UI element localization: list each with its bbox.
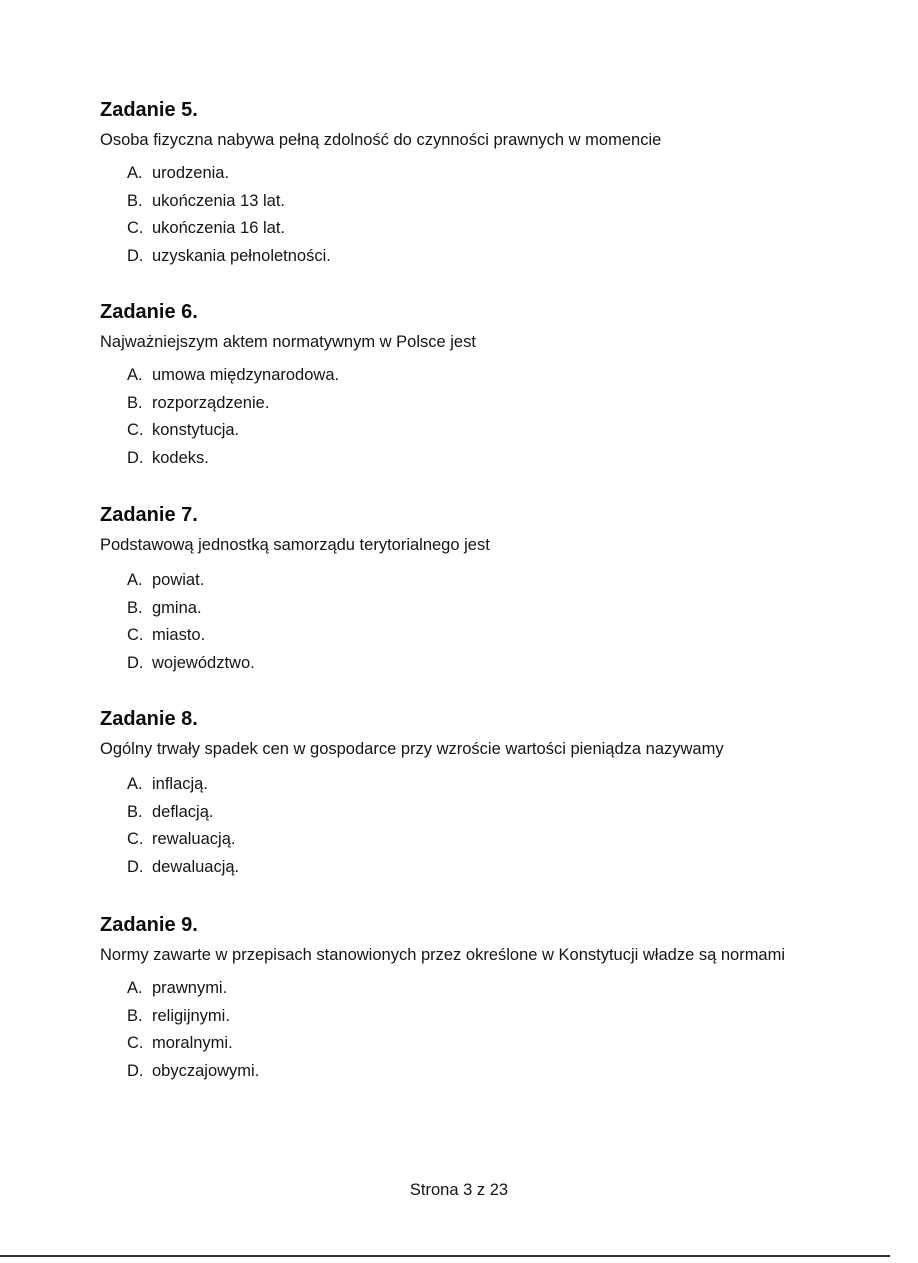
task-question: Ogólny trwały spadek cen w gospodarce przy wzroście wartości pieniądza nazywamy bbox=[100, 740, 724, 758]
option-letter: D. bbox=[127, 653, 144, 672]
task-title: Zadanie 6. bbox=[100, 301, 198, 323]
task-title: Zadanie 9. bbox=[100, 914, 198, 936]
answer-option-a bbox=[127, 975, 800, 1003]
task-question: Normy zawarte w przepisach stanowionych przez określone w Konstytucji władze są normami bbox=[100, 946, 786, 964]
task-9 bbox=[100, 913, 800, 1085]
option-text: prawnymi. bbox=[152, 979, 228, 997]
option-letter: C. bbox=[127, 1034, 144, 1052]
answer-options bbox=[100, 160, 800, 270]
answer-option-c bbox=[127, 417, 800, 445]
option-letter: D. bbox=[127, 448, 144, 467]
answer-option-d bbox=[127, 445, 800, 473]
answer-option-d bbox=[127, 243, 800, 271]
bottom-divider bbox=[0, 1255, 890, 1257]
option-letter: A. bbox=[127, 366, 143, 384]
option-letter: C. bbox=[127, 830, 144, 848]
option-letter: B. bbox=[127, 393, 143, 412]
answer-options bbox=[100, 567, 800, 677]
option-text: uzyskania pełnoletności. bbox=[152, 246, 331, 265]
task-8 bbox=[100, 707, 800, 881]
task-7 bbox=[100, 503, 800, 677]
option-text: województwo. bbox=[152, 653, 255, 672]
option-text: dewaluacją. bbox=[152, 857, 240, 876]
option-letter: A. bbox=[127, 775, 143, 793]
option-letter: D. bbox=[127, 857, 144, 876]
option-text: urodzenia. bbox=[152, 164, 230, 182]
answer-options bbox=[100, 362, 800, 472]
task-title: Zadanie 5. bbox=[100, 99, 198, 121]
answer-option-a bbox=[127, 362, 800, 390]
option-letter: C. bbox=[127, 219, 144, 237]
option-text: miasto. bbox=[152, 626, 206, 644]
option-text: deflacją. bbox=[152, 802, 214, 821]
option-letter: B. bbox=[127, 1006, 143, 1025]
option-text: rewaluacją. bbox=[152, 830, 236, 848]
answer-option-d bbox=[127, 854, 800, 882]
answer-option-c bbox=[127, 1030, 800, 1058]
option-text: umowa międzynarodowa. bbox=[152, 366, 340, 384]
answer-option-a bbox=[127, 771, 800, 799]
option-text: powiat. bbox=[152, 571, 205, 589]
task-question: Najważniejszym aktem normatywnym w Polsce jest bbox=[100, 333, 476, 351]
answer-options bbox=[100, 975, 800, 1085]
option-letter: D. bbox=[127, 1061, 144, 1080]
option-letter: B. bbox=[127, 802, 143, 821]
option-letter: C. bbox=[127, 421, 144, 439]
task-question: Podstawową jednostką samorządu terytorialnego jest bbox=[100, 536, 490, 554]
option-text: gmina. bbox=[152, 598, 202, 617]
option-text: moralnymi. bbox=[152, 1034, 233, 1052]
answer-option-d bbox=[127, 650, 800, 678]
answer-option-b bbox=[127, 799, 800, 827]
task-5 bbox=[100, 98, 800, 270]
answer-option-b bbox=[127, 595, 800, 623]
task-6 bbox=[100, 300, 800, 472]
answer-option-b bbox=[127, 1003, 800, 1031]
answer-option-d bbox=[127, 1058, 800, 1086]
answer-option-a bbox=[127, 567, 800, 595]
answer-option-c bbox=[127, 826, 800, 854]
task-question: Osoba fizyczna nabywa pełną zdolność do czynności prawnych w momencie bbox=[100, 131, 662, 149]
option-text: konstytucja. bbox=[152, 421, 240, 439]
option-letter: A. bbox=[127, 164, 143, 182]
task-title: Zadanie 8. bbox=[100, 708, 198, 730]
answer-option-b bbox=[127, 188, 800, 216]
option-text: religijnymi. bbox=[152, 1006, 230, 1025]
option-letter: A. bbox=[127, 571, 143, 589]
option-text: kodeks. bbox=[152, 448, 209, 467]
option-text: ukończenia 13 lat. bbox=[152, 191, 286, 210]
option-text: inflacją. bbox=[152, 775, 208, 793]
option-letter: C. bbox=[127, 626, 144, 644]
answer-option-c bbox=[127, 215, 800, 243]
task-title: Zadanie 7. bbox=[100, 504, 198, 526]
answer-option-b bbox=[127, 390, 800, 418]
answer-option-c bbox=[127, 622, 800, 650]
option-letter: B. bbox=[127, 598, 143, 617]
option-text: rozporządzenie. bbox=[152, 393, 270, 412]
option-letter: A. bbox=[127, 979, 143, 997]
option-letter: B. bbox=[127, 191, 143, 210]
answer-options bbox=[100, 771, 800, 881]
answer-option-a bbox=[127, 160, 800, 188]
option-letter: D. bbox=[127, 246, 144, 265]
option-text: obyczajowymi. bbox=[152, 1061, 260, 1080]
option-text: ukończenia 16 lat. bbox=[152, 219, 286, 237]
page-number: Strona 3 z 23 bbox=[409, 1181, 509, 1199]
